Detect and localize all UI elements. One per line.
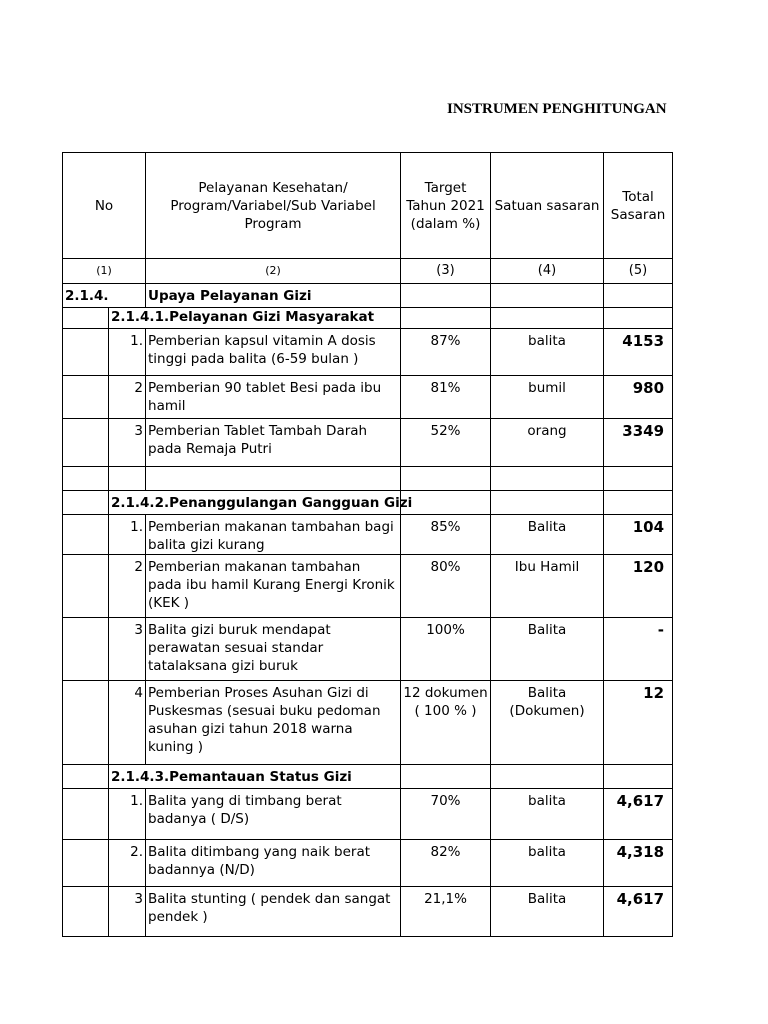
- row-number: 2: [109, 555, 146, 618]
- section-code: 2.1.4.: [63, 284, 146, 308]
- row-target: 85%: [401, 515, 491, 555]
- table-row: [63, 618, 673, 681]
- row-number: 1.: [109, 515, 146, 555]
- row-total: -: [604, 618, 673, 681]
- row-description: Balita stunting ( pendek dan sangat pendek ): [146, 887, 401, 937]
- row-total: 4,617: [604, 789, 673, 840]
- header-satuan: Satuan sasaran: [491, 153, 604, 259]
- column-number-2: (2): [146, 259, 401, 284]
- group-title: 2.1.4.1.Pelayanan Gizi Masyarakat: [109, 308, 401, 329]
- row-total: 980: [604, 376, 673, 419]
- row-total: 3349: [604, 419, 673, 467]
- table-row: [63, 515, 673, 555]
- row-number: 2.: [109, 840, 146, 887]
- row-unit: Ibu Hamil: [491, 555, 604, 618]
- row-number: 4: [109, 681, 146, 765]
- column-number-row: [63, 259, 673, 284]
- row-target: 80%: [401, 555, 491, 618]
- row-description: Pemberian makanan tambahan pada ibu hamil Kurang Energi Kronik (KEK ): [146, 555, 401, 618]
- empty-row: [63, 467, 673, 491]
- row-description: Balita yang di timbang berat badanya ( D/S): [146, 789, 401, 840]
- group-title: 2.1.4.2.Penanggulangan Gangguan Gizi: [109, 491, 401, 515]
- header-total: Total Sasaran: [604, 153, 673, 259]
- row-description: Balita ditimbang yang naik berat badannya (N/D): [146, 840, 401, 887]
- row-target: 70%: [401, 789, 491, 840]
- table-row: [63, 329, 673, 376]
- row-total: 4,617: [604, 887, 673, 937]
- table-row: [63, 681, 673, 765]
- group-title: 2.1.4.3.Pemantauan Status Gizi: [109, 765, 401, 789]
- column-number-4: (4): [491, 259, 604, 284]
- column-number-1: (1): [63, 259, 146, 284]
- row-unit: bumil: [491, 376, 604, 419]
- group-row: [63, 308, 673, 329]
- row-target: 100%: [401, 618, 491, 681]
- section-title: Upaya Pelayanan Gizi: [146, 284, 401, 308]
- row-total: 120: [604, 555, 673, 618]
- column-number-3: (3): [401, 259, 491, 284]
- table-row: [63, 419, 673, 467]
- row-total: 104: [604, 515, 673, 555]
- row-number: 1.: [109, 329, 146, 376]
- row-unit: Balita: [491, 515, 604, 555]
- row-number: 1.: [109, 789, 146, 840]
- group-row: [63, 491, 673, 515]
- row-number: 2: [109, 376, 146, 419]
- row-number: 3: [109, 887, 146, 937]
- row-target: 52%: [401, 419, 491, 467]
- row-total: 12: [604, 681, 673, 765]
- row-description: Pemberian kapsul vitamin A dosis tinggi pada balita (6-59 bulan ): [146, 329, 401, 376]
- section-row: [63, 284, 673, 308]
- header-target: Target Tahun 2021 (dalam %): [401, 153, 491, 259]
- column-number-5: (5): [604, 259, 673, 284]
- row-total: 4153: [604, 329, 673, 376]
- row-number: 3: [109, 618, 146, 681]
- row-description: Pemberian makanan tambahan bagi balita gizi kurang: [146, 515, 401, 555]
- row-unit: Balita: [491, 618, 604, 681]
- row-unit: balita: [491, 789, 604, 840]
- row-unit: orang: [491, 419, 604, 467]
- header-program: Pelayanan Kesehatan/ Program/Variabel/Sub Variabel Program: [146, 153, 401, 259]
- document-title: INSTRUMEN PENGHITUNGAN: [447, 101, 667, 117]
- row-unit: balita: [491, 329, 604, 376]
- table-row: [63, 840, 673, 887]
- table-row: [63, 789, 673, 840]
- header-no: No: [63, 153, 146, 259]
- row-description: Pemberian Tablet Tambah Darah pada Remaja Putri: [146, 419, 401, 467]
- row-unit: Balita (Dokumen): [491, 681, 604, 765]
- row-total: 4,318: [604, 840, 673, 887]
- group-row: [63, 765, 673, 789]
- row-number: 3: [109, 419, 146, 467]
- row-description: Pemberian 90 tablet Besi pada ibu hamil: [146, 376, 401, 419]
- row-target: 12 dokumen ( 100 % ): [401, 681, 491, 765]
- row-description: Balita gizi buruk mendapat perawatan sesuai standar tatalaksana gizi buruk: [146, 618, 401, 681]
- table-row: [63, 555, 673, 618]
- row-unit: Balita: [491, 887, 604, 937]
- table-row: [63, 887, 673, 937]
- row-target: 82%: [401, 840, 491, 887]
- row-target: 81%: [401, 376, 491, 419]
- row-target: 21,1%: [401, 887, 491, 937]
- table-row: [63, 376, 673, 419]
- row-target: 87%: [401, 329, 491, 376]
- target-table: [62, 152, 673, 937]
- header-row: [63, 153, 673, 259]
- row-description: Pemberian Proses Asuhan Gizi di Puskesmas (sesuai buku pedoman asuhan gizi tahun 2018 warna kuning ): [146, 681, 401, 765]
- row-unit: balita: [491, 840, 604, 887]
